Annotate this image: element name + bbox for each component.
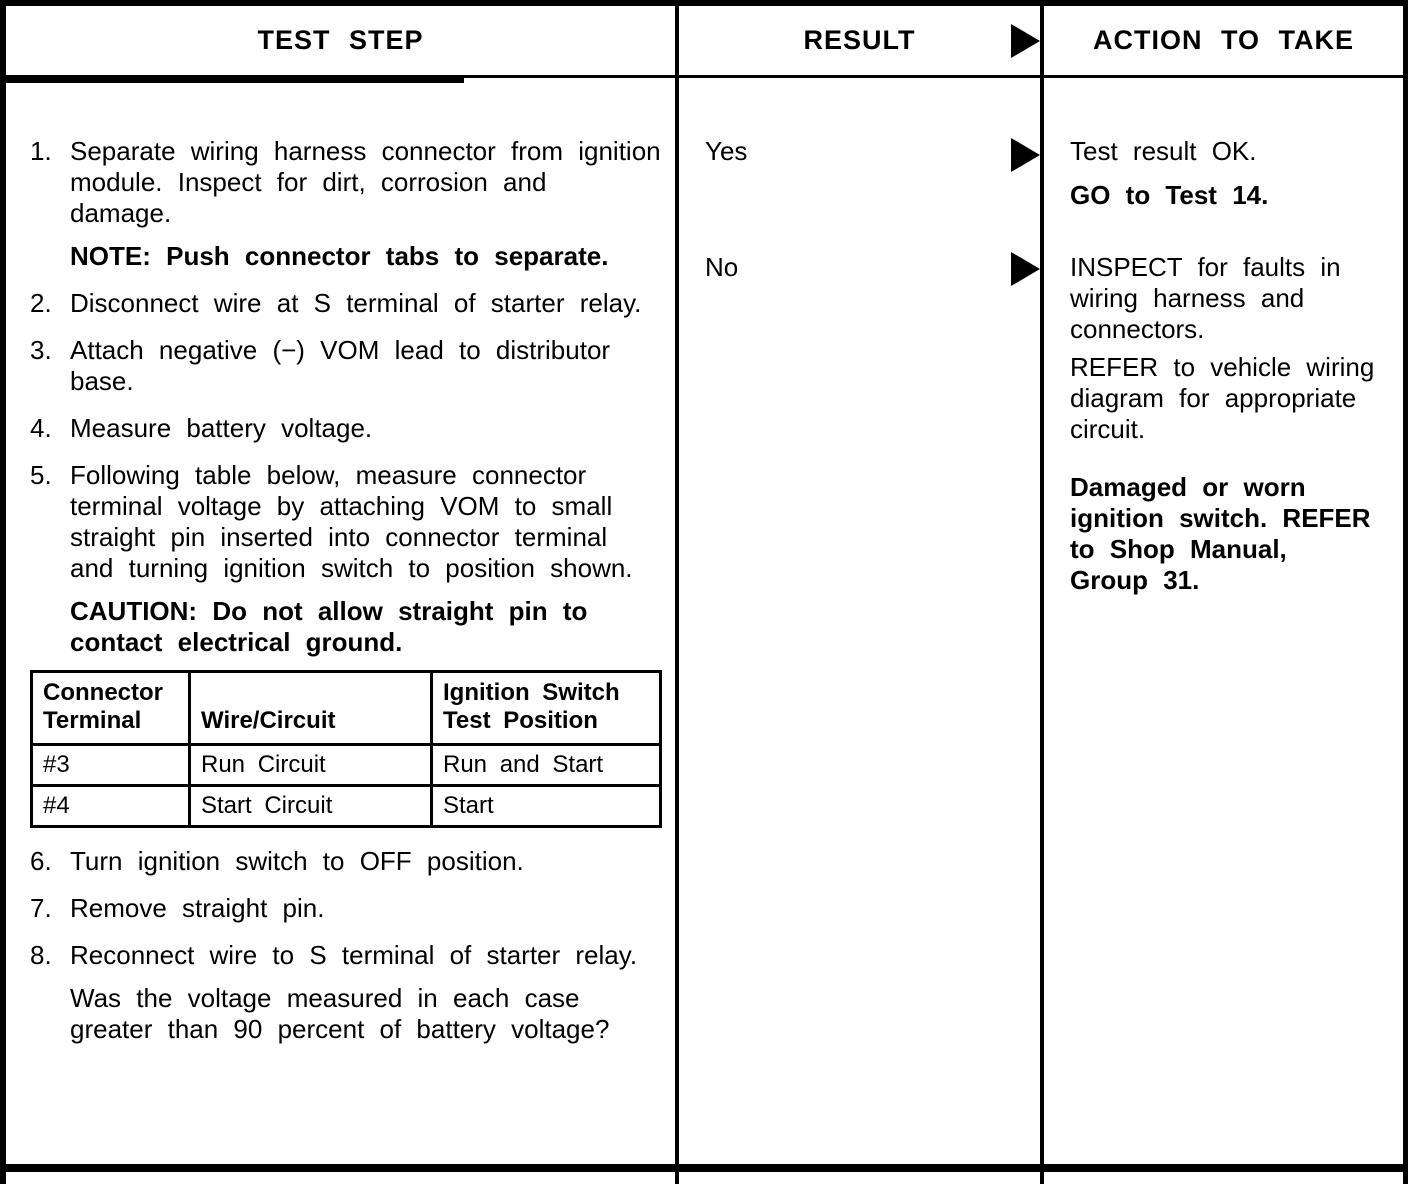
step-4: [30, 413, 663, 444]
table-row: [32, 745, 661, 786]
step-5: [30, 460, 663, 584]
action-column-header: [1044, 6, 1403, 78]
step-4-text: Measure battery voltage.: [70, 413, 373, 443]
next-row-stub-right: [1044, 1172, 1403, 1184]
result-header-label: RESULT: [803, 25, 916, 55]
step-7-number: 7.: [30, 893, 52, 923]
next-row-stub-middle: [679, 1172, 1044, 1184]
result-yes-label: Yes: [705, 136, 748, 166]
terminal-cell: #4: [32, 786, 190, 827]
step-2-text: Disconnect wire at S terminal of starter relay.: [70, 288, 642, 318]
step-3-number: 3.: [30, 335, 52, 365]
test-step-header-label: TEST STEP: [257, 25, 424, 55]
wire-cell: Run Circuit: [190, 745, 432, 786]
step-2-number: 2.: [30, 288, 52, 318]
caution-text: CAUTION: Do not allow straight pin to contact electrical ground.: [70, 596, 588, 657]
test-step-column: [6, 78, 679, 1172]
test-question: Was the voltage measured in each case greater than 90 percent of battery voltage?: [70, 983, 610, 1044]
step-8-number: 8.: [30, 940, 52, 970]
step-6: [30, 846, 663, 877]
yes-arrow-icon: [1011, 138, 1040, 172]
result-column-header: [679, 6, 1044, 78]
test-step-column-header: [6, 6, 679, 78]
connector-terminal-table: [30, 670, 662, 828]
wire-circuit-header: Wire/Circuit: [190, 672, 432, 745]
position-cell: Run and Start: [432, 745, 661, 786]
step-3-text: Attach negative (−) VOM lead to distributor base.: [70, 335, 611, 396]
step-1-text: Separate wiring harness connector from ignition module. Inspect for dirt, corrosion and damage.: [70, 136, 661, 228]
step-3: [30, 335, 663, 397]
step-6-text: Turn ignition switch to OFF position.: [70, 846, 524, 876]
step-2: [30, 288, 663, 319]
terminal-cell: #3: [32, 745, 190, 786]
step-1-number: 1.: [30, 136, 52, 166]
result-no-label: No: [705, 252, 739, 282]
step-7: [30, 893, 663, 924]
ignition-switch-position-header: Ignition Switch Test Position: [432, 672, 661, 745]
step-7-text: Remove straight pin.: [70, 893, 325, 923]
position-cell: Start: [432, 786, 661, 827]
connector-terminal-header: Connector Terminal: [32, 672, 190, 745]
result-arrow-icon: [1011, 24, 1040, 58]
step-1: [30, 136, 663, 229]
step-8: [30, 940, 663, 971]
step-4-number: 4.: [30, 413, 52, 443]
step-8-text: Reconnect wire to S terminal of starter relay.: [70, 940, 638, 970]
action-yes-line-1: Test result OK.: [1070, 136, 1257, 166]
action-header-label: ACTION TO TAKE: [1093, 25, 1354, 55]
wire-cell: Start Circuit: [190, 786, 432, 827]
table-row: [32, 786, 661, 827]
no-arrow-icon: [1011, 252, 1040, 286]
action-column: [1044, 78, 1403, 1172]
step-6-number: 6.: [30, 846, 52, 876]
result-column: [679, 78, 1044, 1172]
action-no-refer: REFER to vehicle wiring diagram for appropriate circuit.: [1070, 352, 1375, 444]
next-row-stub-left: [6, 1172, 679, 1184]
step-5-number: 5.: [30, 460, 52, 490]
note-text: NOTE: Push connector tabs to separate.: [70, 241, 609, 271]
action-no-damaged-switch: Damaged or worn ignition switch. REFER to Shop Manual, Group 31.: [1070, 472, 1371, 595]
connector-table-header-row: [32, 672, 661, 745]
action-yes-line-2: GO to Test 14.: [1070, 180, 1269, 210]
step-5-text: Following table below, measure connector terminal voltage by attaching VOM to small straight pin inserted into connector terminal and turning ignition switch to position shown.: [70, 460, 633, 583]
action-no-inspect: INSPECT for faults in wiring harness and connectors.: [1070, 252, 1341, 344]
